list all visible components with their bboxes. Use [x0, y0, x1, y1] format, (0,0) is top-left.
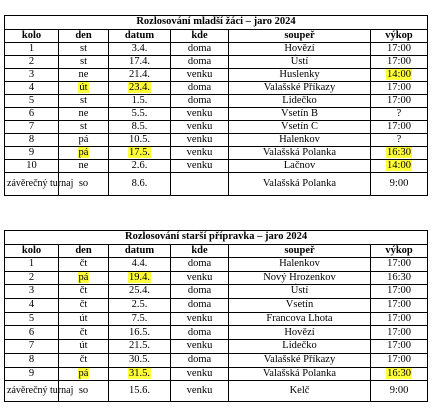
cell-datum: [109, 160, 171, 173]
cell-den: [59, 367, 109, 381]
cell-kolo: [5, 299, 59, 313]
cell-souper-text: Hovězí: [284, 326, 315, 338]
cell-kde-text: doma: [187, 258, 212, 270]
cell-datum-text: 8.6.: [131, 177, 148, 189]
cell-den-text: út: [79, 81, 88, 93]
cell-kolo-text: 8: [28, 353, 35, 365]
table-row: [5, 271, 428, 285]
cell-den: [59, 56, 109, 69]
cell-kde: [171, 134, 229, 147]
cell-souper-text: Lidečko: [282, 94, 317, 106]
cell-kolo-text: 5: [28, 312, 35, 324]
cell-datum-text: 23.4.: [129, 81, 150, 93]
cell-datum: [109, 353, 171, 367]
table-row: [5, 82, 428, 95]
cell-vykop: [371, 381, 428, 402]
cell-kde-text: venku: [186, 146, 213, 158]
cell-souper: [229, 160, 371, 173]
cell-datum: [109, 82, 171, 95]
cell-den-text: st: [79, 94, 87, 106]
cell-den: [59, 108, 109, 121]
table-row: [5, 134, 428, 147]
cell-vykop-text: 9:00: [389, 384, 409, 396]
cell-souper-text: Ústí: [290, 285, 309, 297]
cell-souper-text: Vsetín C: [280, 120, 319, 132]
cell-vykop-text: 17:00: [387, 353, 411, 365]
table-row: [5, 95, 428, 108]
cell-vykop-text: 17:00: [387, 258, 411, 270]
cell-den-text: pá: [78, 146, 89, 158]
cell-kde: [171, 353, 229, 367]
cell-den-text: st: [79, 42, 87, 54]
cell-kde-text: doma: [187, 353, 212, 365]
cell-vykop-text: 14:00: [387, 68, 411, 80]
cell-vykop-text: 14:00: [387, 159, 411, 171]
cell-kde-text: venku: [186, 159, 213, 171]
cell-kolo-text: 6: [28, 107, 35, 119]
cell-kolo-text: závěrečný turnaj: [7, 177, 74, 189]
cell-kolo-text: 1: [28, 42, 35, 54]
cell-kolo: [5, 381, 74, 402]
cell-souper: [229, 285, 371, 299]
header-kde: kde: [171, 30, 229, 43]
cell-kde-text: doma: [187, 42, 212, 54]
cell-kolo: [5, 69, 59, 82]
cell-kolo-text: 5: [28, 94, 35, 106]
cell-datum-text: 21.5.: [129, 340, 150, 352]
cell-vykop-text: 17:00: [387, 120, 411, 132]
cell-kde-text: doma: [187, 299, 212, 311]
cell-den-text: ne: [78, 159, 89, 171]
cell-den-text: so: [78, 177, 89, 189]
cell-kde: [171, 367, 229, 381]
cell-den: [59, 312, 109, 326]
cell-kde: [171, 173, 229, 196]
cell-souper: [229, 312, 371, 326]
table-row: [5, 43, 428, 56]
cell-kde-text: venku: [186, 367, 213, 379]
cell-datum-text: 8.5.: [131, 120, 148, 132]
table-row: [5, 299, 428, 313]
cell-datum: [109, 312, 171, 326]
cell-kolo: [5, 271, 59, 285]
cell-den-text: pá: [78, 271, 89, 283]
cell-vykop-text: 17:00: [387, 326, 411, 338]
cell-kde-text: doma: [187, 55, 212, 67]
cell-kde: [171, 299, 229, 313]
cell-souper-text: Halenkov: [279, 133, 320, 145]
cell-kolo-text: 9: [28, 367, 35, 379]
table-row: [5, 353, 428, 367]
cell-kde: [171, 69, 229, 82]
cell-vykop: [371, 367, 428, 381]
cell-vykop: [371, 299, 428, 313]
cell-vykop: [371, 147, 428, 160]
cell-den-text: st: [79, 55, 87, 67]
cell-kolo: [5, 285, 59, 299]
cell-vykop: [371, 340, 428, 354]
header-den: den: [59, 30, 109, 43]
cell-souper-text: Valašská Polanka: [262, 367, 337, 379]
cell-souper: [229, 43, 371, 56]
cell-kde-text: doma: [187, 94, 212, 106]
cell-vykop-text: 17:00: [387, 55, 411, 67]
cell-souper: [229, 147, 371, 160]
header-datum: datum: [109, 245, 171, 258]
cell-souper: [229, 69, 371, 82]
cell-datum: [109, 95, 171, 108]
table-row: [5, 326, 428, 340]
cell-vykop-text: 9:00: [389, 177, 409, 189]
cell-vykop: [371, 353, 428, 367]
cell-datum-text: 10.5.: [129, 133, 150, 145]
header-den: den: [59, 245, 109, 258]
table-row: [5, 160, 428, 173]
table-row: [5, 381, 428, 402]
cell-kolo-text: 8: [28, 133, 35, 145]
cell-datum-text: 2.6.: [131, 159, 148, 171]
cell-datum-text: 17.4.: [129, 55, 150, 67]
cell-kde: [171, 271, 229, 285]
cell-vykop-text: ?: [396, 133, 402, 145]
cell-kolo-text: 10: [26, 159, 37, 171]
cell-den-text: so: [78, 384, 89, 396]
cell-datum-text: 2.5.: [131, 299, 148, 311]
cell-kolo: [5, 95, 59, 108]
cell-kde: [171, 258, 229, 272]
cell-vykop-text: 17:00: [387, 81, 411, 93]
cell-kolo: [5, 56, 59, 69]
cell-kde-text: doma: [187, 326, 212, 338]
cell-souper-text: Valašské Příkazy: [263, 353, 336, 365]
cell-datum: [109, 340, 171, 354]
cell-vykop-text: 17:00: [387, 285, 411, 297]
cell-den-text: pá: [78, 133, 89, 145]
table-row: [5, 285, 428, 299]
cell-souper-text: Vsetín B: [280, 107, 319, 119]
cell-souper: [229, 258, 371, 272]
cell-souper: [229, 134, 371, 147]
cell-datum: [109, 121, 171, 134]
table-row: [5, 340, 428, 354]
cell-souper-text: Vsetín: [285, 299, 314, 311]
cell-kde-text: venku: [186, 68, 213, 80]
cell-vykop: [371, 134, 428, 147]
cell-vykop-text: ?: [396, 107, 402, 119]
cell-datum: [109, 43, 171, 56]
cell-kolo: [5, 108, 59, 121]
cell-souper: [229, 353, 371, 367]
cell-kolo-text: 3: [28, 68, 35, 80]
cell-datum: [109, 134, 171, 147]
schedule-table-starsi-pripravka: [4, 230, 428, 402]
cell-datum-text: 16.5.: [129, 326, 150, 338]
cell-kolo: [5, 134, 59, 147]
cell-kolo-text: 9: [28, 146, 35, 158]
cell-kde-text: venku: [186, 133, 213, 145]
table-body: [5, 43, 428, 196]
cell-souper-text: Nový Hrozenkov: [263, 271, 336, 283]
table-row: [5, 367, 428, 381]
cell-kolo-text: 4: [28, 299, 35, 311]
cell-kde: [171, 326, 229, 340]
cell-kolo: [5, 173, 74, 196]
cell-datum: [109, 108, 171, 121]
header-souper: soupeř: [229, 30, 371, 43]
cell-den: [59, 326, 109, 340]
cell-datum-text: 30.5.: [129, 353, 150, 365]
table-row: [5, 312, 428, 326]
cell-datum-text: 25.4.: [129, 285, 150, 297]
header-kolo: kolo: [5, 245, 59, 258]
cell-vykop: [371, 258, 428, 272]
cell-kde-text: doma: [187, 81, 212, 93]
cell-souper: [229, 121, 371, 134]
cell-kolo: [5, 43, 59, 56]
cell-kde: [171, 43, 229, 56]
cell-vykop-text: 17:00: [387, 94, 411, 106]
cell-kolo: [5, 82, 59, 95]
table-row: [5, 56, 428, 69]
cell-kolo: [5, 312, 59, 326]
cell-den: [59, 353, 109, 367]
cell-kde-text: venku: [186, 120, 213, 132]
cell-kde: [171, 160, 229, 173]
cell-den-text: čt: [79, 299, 88, 311]
cell-vykop: [371, 108, 428, 121]
cell-kolo: [5, 258, 59, 272]
cell-den-text: čt: [79, 258, 88, 270]
cell-kolo: [5, 147, 59, 160]
table-row: [5, 147, 428, 160]
table-row: [5, 108, 428, 121]
table-title: Rozlosování mladší žáci – jaro 2024: [5, 16, 428, 30]
cell-kde: [171, 121, 229, 134]
table-row: [5, 69, 428, 82]
cell-vykop-text: 16:30: [387, 146, 411, 158]
cell-vykop: [371, 121, 428, 134]
cell-kde: [171, 285, 229, 299]
header-vykop: výkop: [371, 245, 428, 258]
schedule-table-mladsi-zaci: [4, 15, 428, 196]
cell-den: [59, 69, 109, 82]
table-body: [5, 258, 428, 402]
cell-kde: [171, 95, 229, 108]
table-row: [5, 258, 428, 272]
cell-vykop-text: 17:00: [387, 42, 411, 54]
cell-datum: [109, 258, 171, 272]
header-datum: datum: [109, 30, 171, 43]
cell-kolo: [5, 326, 59, 340]
cell-datum-text: 21.4.: [129, 68, 150, 80]
cell-souper: [229, 299, 371, 313]
cell-souper-text: Lačnov: [283, 159, 316, 171]
cell-kde: [171, 340, 229, 354]
cell-souper: [229, 82, 371, 95]
cell-datum-text: 7.5.: [131, 312, 148, 324]
cell-den-text: pá: [78, 367, 89, 379]
cell-kde: [171, 381, 229, 402]
cell-den-text: út: [79, 312, 88, 324]
cell-souper-text: Huslenky: [279, 68, 320, 80]
cell-datum-text: 4.4.: [131, 258, 148, 270]
cell-den: [59, 340, 109, 354]
cell-datum-text: 31.5.: [129, 367, 150, 379]
cell-datum-text: 5.5.: [131, 107, 148, 119]
cell-souper: [229, 56, 371, 69]
cell-kolo-text: 4: [28, 81, 35, 93]
cell-kolo-text: 6: [28, 326, 35, 338]
cell-kde-text: doma: [187, 285, 212, 297]
cell-kolo-text: 7: [28, 120, 35, 132]
cell-souper: [229, 108, 371, 121]
cell-den-text: čt: [79, 285, 88, 297]
cell-vykop: [371, 160, 428, 173]
cell-den: [59, 121, 109, 134]
cell-den: [59, 285, 109, 299]
cell-kde-text: venku: [186, 384, 213, 396]
cell-kolo: [5, 340, 59, 354]
cell-kolo: [5, 367, 59, 381]
cell-souper: [229, 367, 371, 381]
cell-datum: [109, 69, 171, 82]
cell-kde: [171, 312, 229, 326]
cell-datum: [109, 147, 171, 160]
cell-kde: [171, 108, 229, 121]
cell-kde: [171, 147, 229, 160]
cell-den-text: st: [79, 120, 87, 132]
table-title: Rozlosování starší přípravka – jaro 2024: [5, 231, 428, 245]
cell-souper: [229, 173, 371, 196]
table-row: [5, 173, 428, 196]
cell-vykop: [371, 56, 428, 69]
cell-den: [59, 95, 109, 108]
cell-datum-text: 1.5.: [131, 94, 148, 106]
cell-den-text: ne: [78, 68, 89, 80]
cell-kde-text: venku: [186, 271, 213, 283]
cell-vykop: [371, 326, 428, 340]
cell-vykop-text: 17:00: [387, 312, 411, 324]
cell-vykop-text: 17:00: [387, 340, 411, 352]
cell-vykop: [371, 69, 428, 82]
cell-kolo-text: 1: [28, 258, 35, 270]
header-souper: soupeř: [229, 245, 371, 258]
cell-kde-text: venku: [186, 340, 213, 352]
cell-souper-text: Lidečko: [282, 340, 317, 352]
cell-souper-text: Valašská Polanka: [262, 146, 337, 158]
cell-souper-text: Ústí: [290, 55, 309, 67]
cell-den: [59, 258, 109, 272]
cell-vykop: [371, 312, 428, 326]
cell-vykop: [371, 271, 428, 285]
cell-datum: [109, 285, 171, 299]
cell-den: [59, 43, 109, 56]
cell-den-text: čt: [79, 353, 88, 365]
cell-kde: [171, 82, 229, 95]
cell-kolo: [5, 353, 59, 367]
cell-den-text: út: [79, 340, 88, 352]
cell-datum: [109, 271, 171, 285]
cell-kde-text: venku: [186, 312, 213, 324]
cell-datum: [109, 326, 171, 340]
table-row: [5, 121, 428, 134]
cell-kolo-text: 2: [28, 55, 35, 67]
cell-datum-text: 19.4.: [129, 271, 150, 283]
cell-kolo-text: 2: [28, 271, 35, 283]
cell-den: [59, 134, 109, 147]
cell-souper: [229, 95, 371, 108]
cell-den-text: ne: [78, 107, 89, 119]
cell-kolo-text: závěrečný turnaj: [7, 384, 74, 396]
cell-datum-text: 17.5.: [129, 146, 150, 158]
cell-vykop-text: 16:30: [387, 271, 411, 283]
cell-vykop: [371, 173, 428, 196]
cell-souper-text: Hovězí: [284, 42, 315, 54]
cell-souper: [229, 340, 371, 354]
cell-souper: [229, 381, 371, 402]
cell-datum: [109, 173, 171, 196]
cell-kde-text: venku: [186, 107, 213, 119]
header-vykop: výkop: [371, 30, 428, 43]
cell-souper: [229, 271, 371, 285]
cell-vykop: [371, 285, 428, 299]
cell-vykop: [371, 43, 428, 56]
cell-souper-text: Valašské Příkazy: [263, 81, 336, 93]
cell-den: [59, 82, 109, 95]
cell-kolo-text: 7: [28, 340, 35, 352]
cell-datum: [109, 56, 171, 69]
cell-souper-text: Halenkov: [279, 258, 320, 270]
cell-den-text: čt: [79, 326, 88, 338]
cell-kde: [171, 56, 229, 69]
cell-datum: [109, 367, 171, 381]
header-kolo: kolo: [5, 30, 59, 43]
cell-datum: [109, 381, 171, 402]
cell-kolo: [5, 160, 59, 173]
cell-souper-text: Francova Lhota: [266, 312, 333, 324]
cell-den: [59, 147, 109, 160]
cell-souper-text: Valašská Polanka: [262, 177, 337, 189]
cell-souper-text: Kelč: [289, 384, 310, 396]
cell-vykop-text: 17:00: [387, 299, 411, 311]
cell-kolo-text: 3: [28, 285, 35, 297]
cell-datum-text: 15.6.: [129, 384, 150, 396]
cell-datum-text: 3.4.: [131, 42, 148, 54]
header-kde: kde: [171, 245, 229, 258]
cell-kolo: [5, 121, 59, 134]
cell-vykop: [371, 95, 428, 108]
cell-den: [59, 271, 109, 285]
cell-datum: [109, 299, 171, 313]
cell-vykop-text: 16:30: [387, 367, 411, 379]
cell-vykop: [371, 82, 428, 95]
cell-souper: [229, 326, 371, 340]
cell-den: [59, 299, 109, 313]
cell-den: [59, 160, 109, 173]
